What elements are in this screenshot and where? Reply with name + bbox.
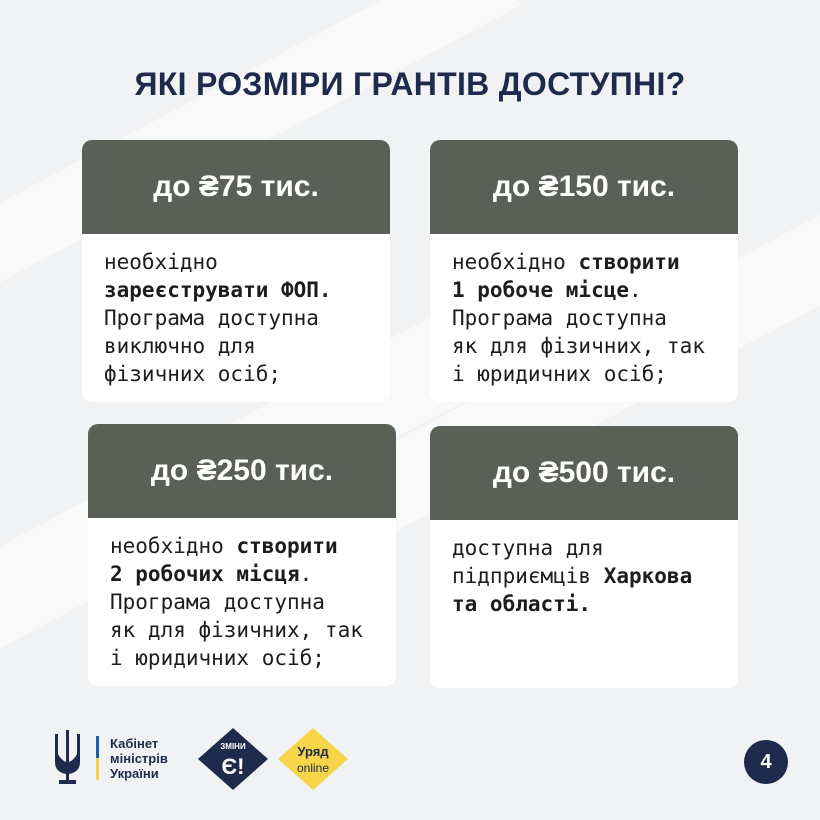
body-text: .	[299, 562, 313, 586]
body-text: Програма доступна	[104, 306, 319, 330]
flag-yellow-bar	[96, 758, 99, 780]
card-body	[82, 234, 390, 388]
emphasis-text: 2 робочих місця	[110, 562, 300, 586]
emphasis-text: 1 робоче місце	[452, 278, 630, 302]
card-text-line	[452, 304, 718, 332]
trident-icon	[55, 730, 80, 784]
flag-blue-bar	[96, 736, 99, 758]
card-text-line	[452, 332, 718, 360]
body-text: Програма доступна	[110, 590, 325, 614]
uryad-line: Уряд	[297, 744, 329, 759]
footer-logos	[50, 724, 380, 794]
body-text: .	[629, 278, 642, 302]
emphasis-text: створити	[236, 534, 338, 558]
card-text-line	[104, 276, 370, 304]
body-text: як для фізичних, так	[452, 334, 705, 358]
page-number-badge: 4	[744, 740, 788, 784]
page-title: ЯКІ РОЗМІРИ ГРАНТІВ ДОСТУПНІ?	[134, 66, 686, 102]
cabinet-line: України	[110, 766, 159, 781]
card-text-line	[104, 360, 370, 388]
card-text-line	[452, 534, 718, 562]
zminy-letter: Є!	[221, 754, 245, 779]
card-text-line	[452, 590, 718, 618]
emphasis-text: створити	[578, 250, 680, 274]
emphasis-text: Харкова	[603, 564, 693, 588]
card-body	[430, 520, 738, 618]
card-text-line	[110, 588, 376, 616]
zminy-label: ЗМІНИ	[220, 742, 246, 751]
grant-card-150	[430, 140, 738, 402]
body-text: необхідно	[104, 250, 218, 274]
card-body	[88, 518, 396, 672]
cabinet-line: міністрів	[110, 751, 168, 766]
grant-card-75	[82, 140, 390, 402]
grant-card-250	[88, 424, 396, 686]
card-heading: до ₴500 тис.	[430, 426, 738, 520]
card-text-line	[104, 304, 370, 332]
body-text: доступна для	[452, 536, 604, 560]
grant-card-500	[430, 426, 738, 688]
card-heading: до ₴75 тис.	[82, 140, 390, 234]
card-text-line	[452, 276, 718, 304]
cabinet-line: Кабінет	[110, 736, 159, 751]
card-text-line	[110, 532, 376, 560]
card-heading: до ₴250 тис.	[88, 424, 396, 518]
body-text: і юридичних осіб;	[110, 646, 325, 670]
zminy-logo	[198, 728, 268, 790]
card-text-line	[452, 360, 718, 388]
body-text: необхідно	[452, 250, 579, 274]
body-text: і юридичних осіб;	[452, 362, 667, 386]
body-text: фізичних осіб;	[104, 362, 282, 386]
card-text-line	[110, 616, 376, 644]
card-text-line	[104, 248, 370, 276]
uryad-online-logo	[278, 728, 348, 790]
body-text: як для фізичних, так	[110, 618, 363, 642]
body-text: Програма доступна	[452, 306, 667, 330]
uryad-line: online	[296, 761, 330, 775]
card-text-line	[104, 332, 370, 360]
card-body	[430, 234, 738, 388]
card-heading: до ₴150 тис.	[430, 140, 738, 234]
emphasis-text: та області.	[452, 592, 592, 616]
body-text: необхідно	[110, 534, 237, 558]
body-text: виключно для	[104, 334, 256, 358]
card-text-line	[452, 248, 718, 276]
card-text-line	[110, 560, 376, 588]
card-text-line	[110, 644, 376, 672]
body-text: підприємців	[452, 564, 604, 588]
emphasis-text: зареєструвати ФОП.	[104, 278, 332, 302]
card-text-line	[452, 562, 718, 590]
